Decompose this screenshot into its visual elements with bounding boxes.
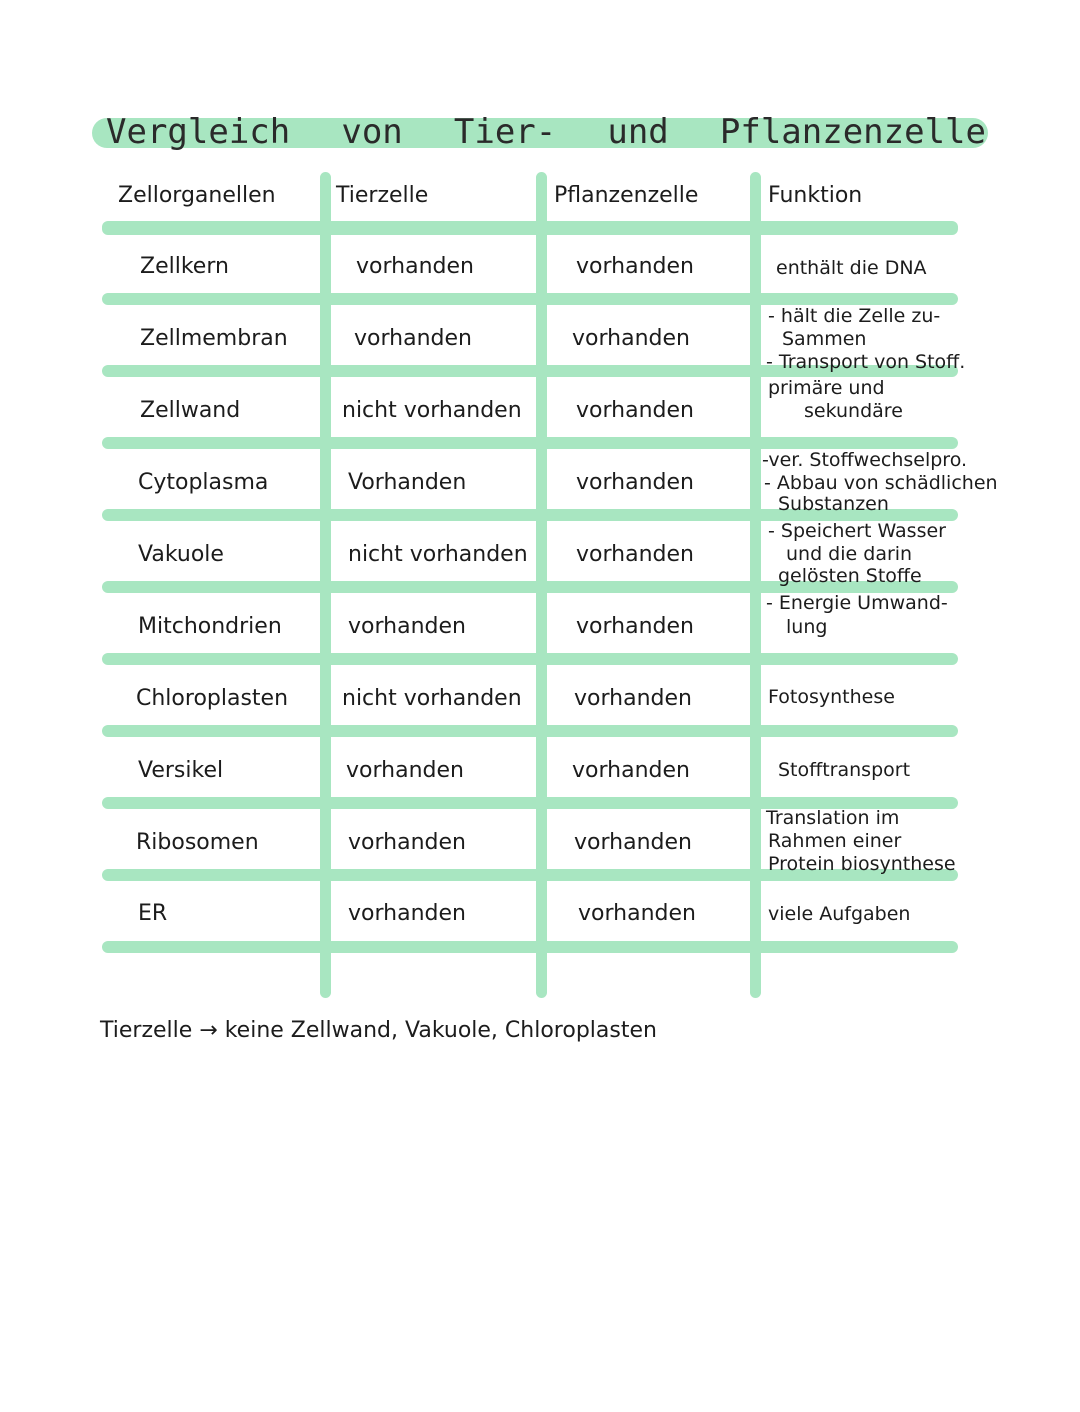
title-word: Vergleich	[106, 112, 291, 152]
row-divider	[102, 653, 958, 665]
function-text: Fotosynthese	[768, 686, 895, 708]
pflanze-value: vorhanden	[572, 326, 690, 351]
tier-value: vorhanden	[348, 614, 466, 639]
function-text: Substanzen	[778, 493, 889, 515]
row-divider	[102, 221, 958, 235]
pflanze-value: vorhanden	[576, 614, 694, 639]
organelle-name: Chloroplasten	[136, 686, 289, 711]
function-text: - hält die Zelle zu-	[768, 305, 941, 327]
tier-value: vorhanden	[356, 254, 474, 279]
organelle-name: Vakuole	[138, 542, 224, 567]
function-text: - Energie Umwand-	[766, 592, 948, 614]
organelle-name: Cytoplasma	[138, 470, 269, 495]
header-organelle: Zellorganellen	[118, 183, 276, 208]
function-text: lung	[786, 616, 828, 638]
organelle-name: Zellmembran	[140, 326, 288, 351]
tier-value: vorhanden	[346, 758, 464, 783]
row-divider	[102, 437, 958, 449]
header-tierzelle: Tierzelle	[336, 183, 429, 208]
function-text: - Transport von Stoff.	[766, 351, 966, 373]
row-divider	[102, 941, 958, 953]
title-word: und	[607, 112, 669, 152]
function-text: gelösten Stoffe	[778, 565, 922, 587]
pflanze-value: vorhanden	[574, 686, 692, 711]
function-text: viele Aufgaben	[768, 903, 911, 925]
header-funktion: Funktion	[768, 183, 863, 208]
pflanze-value: vorhanden	[578, 901, 696, 926]
organelle-name: Versikel	[138, 758, 224, 783]
tier-value: nicht vorhanden	[348, 542, 528, 567]
function-text: Rahmen einer	[768, 830, 902, 852]
page-title	[106, 110, 986, 154]
function-text: Sammen	[782, 328, 867, 350]
title-word: von	[341, 112, 403, 152]
organelle-name: Zellkern	[140, 254, 229, 279]
function-text: - Abbau von schädlichen	[764, 472, 998, 494]
tier-value: nicht vorhanden	[342, 398, 522, 423]
row-divider	[102, 293, 958, 305]
tier-value: vorhanden	[348, 901, 466, 926]
organelle-name: Zellwand	[140, 398, 241, 423]
function-text: -ver. Stoffwechselpro.	[762, 449, 968, 471]
function-text: Stofftransport	[778, 759, 911, 781]
organelle-name: Mitchondrien	[138, 614, 282, 639]
pflanze-value: vorhanden	[574, 830, 692, 855]
row-divider	[102, 725, 958, 737]
tier-value: Vorhanden	[348, 470, 467, 495]
tier-value: vorhanden	[348, 830, 466, 855]
function-text: sekundäre	[804, 400, 903, 422]
title-word: Pflanzenzelle	[719, 112, 986, 152]
pflanze-value: vorhanden	[576, 470, 694, 495]
tier-value: vorhanden	[354, 326, 472, 351]
summary-note: Tierzelle → keine Zellwand, Vakuole, Chloroplasten	[100, 1018, 657, 1043]
function-text: primäre und	[768, 377, 885, 399]
function-text: und die darin	[786, 543, 913, 565]
pflanze-value: vorhanden	[576, 542, 694, 567]
function-text: Protein biosynthese	[768, 853, 956, 875]
header-pflanzenzelle: Pflanzenzelle	[554, 183, 699, 208]
pflanze-value: vorhanden	[572, 758, 690, 783]
function-text: Translation im	[766, 807, 900, 829]
organelle-name: Ribosomen	[136, 830, 259, 855]
organelle-name: ER	[138, 901, 168, 926]
title-word: Tier-	[453, 112, 557, 152]
function-text: enthält die DNA	[776, 257, 927, 279]
pflanze-value: vorhanden	[576, 254, 694, 279]
function-text: - Speichert Wasser	[768, 520, 946, 542]
tier-value: nicht vorhanden	[342, 686, 522, 711]
pflanze-value: vorhanden	[576, 398, 694, 423]
